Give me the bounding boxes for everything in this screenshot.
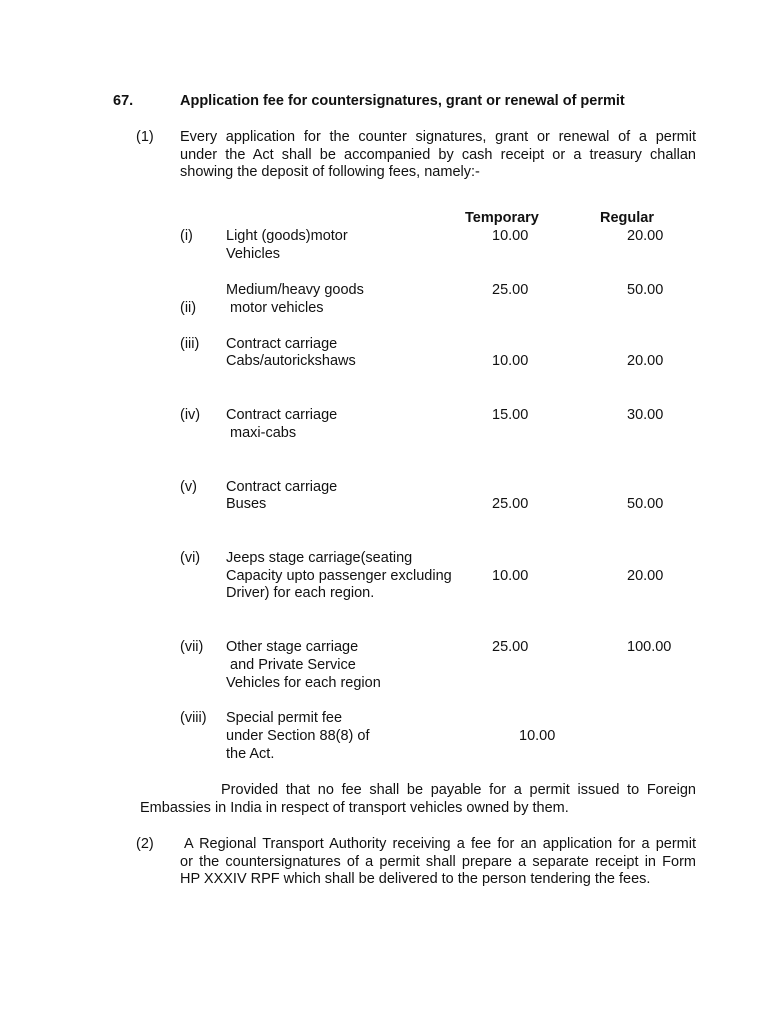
- row-description: motor vehicles: [226, 300, 324, 316]
- clause-1-line: Every application for the counter signatures, grant or renewal of a permit: [180, 129, 696, 145]
- row-description: the Act.: [226, 746, 275, 762]
- row-number: (i): [180, 228, 193, 244]
- row-number: (v): [180, 479, 197, 495]
- temporary-fee: 10.00: [492, 568, 529, 584]
- row-number: (vii): [180, 639, 204, 655]
- proviso-text: [140, 782, 696, 817]
- row-description: maxi-cabs: [226, 425, 297, 441]
- row-description: Vehicles: [226, 246, 281, 262]
- temporary-fee: 10.00: [492, 228, 529, 244]
- proviso-line: Embassies in India in respect of transport vehicles owned by them.: [140, 799, 569, 816]
- clause-1-line: showing the deposit of following fees, namely:-: [180, 164, 480, 180]
- clause-2-line: A Regional Transport Authority receiving a fee for an application for a permit: [184, 836, 696, 852]
- row-description: Light (goods)motor: [226, 228, 348, 244]
- temporary-fee: 25.00: [492, 496, 529, 512]
- proviso-line: Provided that no fee shall be payable for a permit issued to Foreign: [221, 782, 696, 798]
- regular-fee: 20.00: [627, 353, 664, 369]
- row-number: (viii): [180, 710, 207, 726]
- regular-fee: 20.00: [627, 568, 664, 584]
- row-description: Capacity upto passenger excluding: [226, 568, 452, 584]
- row-description: Contract carriage: [226, 479, 338, 495]
- section-number: 67.: [113, 93, 134, 109]
- clause-2-line: HP XXXIV RPF which shall be delivered to the person tendering the fees.: [180, 871, 651, 887]
- row-description: Cabs/autorickshaws: [226, 353, 356, 369]
- row-description: Other stage carriage: [226, 639, 359, 655]
- row-description: Contract carriage: [226, 407, 338, 423]
- regular-fee: 50.00: [627, 496, 664, 512]
- regular-fee: 30.00: [627, 407, 664, 423]
- header-temporary: Temporary: [465, 210, 539, 226]
- temporary-fee: 25.00: [492, 639, 529, 655]
- row-description: Buses: [226, 496, 267, 512]
- row-number: (vi): [180, 550, 201, 566]
- row-number: (ii): [180, 300, 197, 316]
- clause-2-line: or the countersignatures of a permit shall prepare a separate receipt in Form: [180, 853, 696, 870]
- special-permit-fee: 10.00: [519, 728, 556, 744]
- regular-fee: 20.00: [627, 228, 664, 244]
- row-description: and Private Service: [226, 657, 356, 673]
- section-title: Application fee for countersignatures, grant or renewal of permit: [180, 93, 625, 109]
- clause-2-text: [180, 836, 696, 889]
- regular-fee: 50.00: [627, 282, 664, 298]
- row-description: Medium/heavy goods: [226, 282, 364, 298]
- row-description: under Section 88(8) of: [226, 728, 370, 744]
- clause-2-number: (2): [136, 836, 154, 852]
- temporary-fee: 15.00: [492, 407, 529, 423]
- temporary-fee: 10.00: [492, 353, 529, 369]
- row-description: Special permit fee: [226, 710, 343, 726]
- clause-1-number: (1): [136, 129, 154, 145]
- temporary-fee: 25.00: [492, 282, 529, 298]
- row-number: (iii): [180, 336, 200, 352]
- regular-fee: 100.00: [627, 639, 672, 655]
- header-regular: Regular: [600, 210, 654, 226]
- row-description: Jeeps stage carriage(seating: [226, 550, 413, 566]
- row-description: Contract carriage: [226, 336, 338, 352]
- row-description: Driver) for each region.: [226, 585, 375, 601]
- row-number: (iv): [180, 407, 201, 423]
- clause-1-line: under the Act shall be accompanied by cash receipt or a treasury challan: [180, 146, 696, 163]
- clause-1-text: [180, 129, 696, 182]
- row-description: Vehicles for each region: [226, 675, 381, 691]
